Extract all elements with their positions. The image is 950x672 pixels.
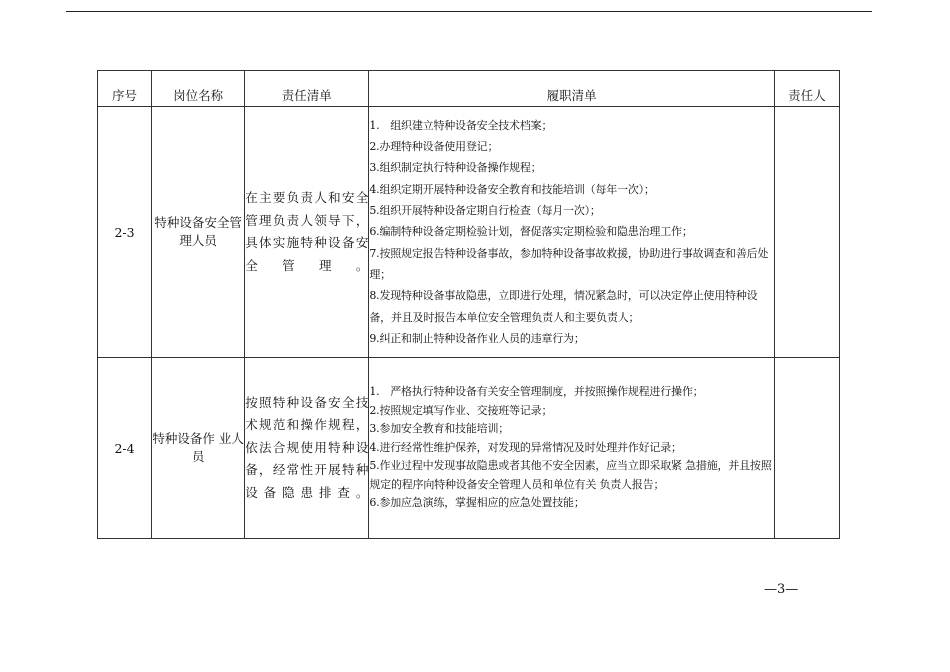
header-duties: 履职清单 xyxy=(369,71,775,107)
duty-item: 6.编制特种设备定期检验计划，督促落实定期检验和隐患治理工作； xyxy=(369,225,693,239)
header-post: 岗位名称 xyxy=(152,71,245,107)
row-responsibility: 在主要负责人和安全管理负责人领导下，具体实施特种设备安全管理。 xyxy=(245,107,369,358)
table-header-row xyxy=(98,71,840,107)
header-responsibility: 责任清单 xyxy=(245,71,369,107)
table-row xyxy=(98,358,840,539)
row-no: 2-3 xyxy=(98,107,152,358)
row-responsibility: 按照特种设备安全技术规范和操作规程，依法合规使用特种设备，经常性开展特种设备隐患排查。 xyxy=(245,358,369,539)
row-person xyxy=(774,107,839,358)
duty-item: 3.参加安全教育和技能培训； xyxy=(369,422,510,436)
header-person: 责任人 xyxy=(774,71,839,107)
table-row xyxy=(98,107,840,358)
duty-table xyxy=(97,70,840,539)
page-number: —3— xyxy=(764,582,799,597)
duty-item: 8.发现特种设备事故隐患，立即进行处理，情况紧急时，可以决定停止使用特种设备，并且及时报告本单位安全管理负责人和主要负责人； xyxy=(369,289,758,324)
duty-item: 2.按照规定填写作业、交接班等记录； xyxy=(369,403,553,417)
duty-item: 4.组织定期开展特种设备安全教育和技能培训（每年一次）； xyxy=(369,182,655,196)
row-no: 2-4 xyxy=(98,358,152,539)
duty-item: 7.按照规定报告特种设备事故，参加特种设备事故救援，协助进行事故调查和善后处理； xyxy=(369,246,769,281)
row-duties xyxy=(369,107,775,358)
duty-item: 1. 组织建立特种设备安全技术档案； xyxy=(369,118,553,132)
row-person xyxy=(774,358,839,539)
duty-item: 5.组织开展特种设备定期自行检查（每月一次）； xyxy=(369,204,601,218)
header-rule xyxy=(66,11,872,12)
row-post: 特种设备作 业人 员 xyxy=(152,358,245,539)
duty-item: 3.组织制定执行特种设备操作规程； xyxy=(369,161,542,175)
row-duties xyxy=(369,358,775,539)
duty-item: 2.办理特种设备使用登记； xyxy=(369,140,499,154)
duty-item: 6.参加应急演练，掌握相应的应急处置技能； xyxy=(369,496,585,510)
header-no: 序号 xyxy=(98,71,152,107)
duty-item: 4.进行经常性维护保养，对发现的异常情况及时处理并作好记录； xyxy=(369,440,682,454)
duty-item: 9.纠正和制止特种设备作业人员的违章行为； xyxy=(369,331,585,345)
row-post: 特种设备安全管理人员 xyxy=(152,107,245,358)
duty-item: 1. 严格执行特种设备有关安全管理制度，并按照操作规程进行操作； xyxy=(369,384,704,398)
duty-item: 5.作业过程中发现事故隐患或者其他不安全因素，应当立即采取紧 急措施，并且按照规定的程序向特种设备安全管理人员和单位有关 负责人报告； xyxy=(369,459,772,491)
